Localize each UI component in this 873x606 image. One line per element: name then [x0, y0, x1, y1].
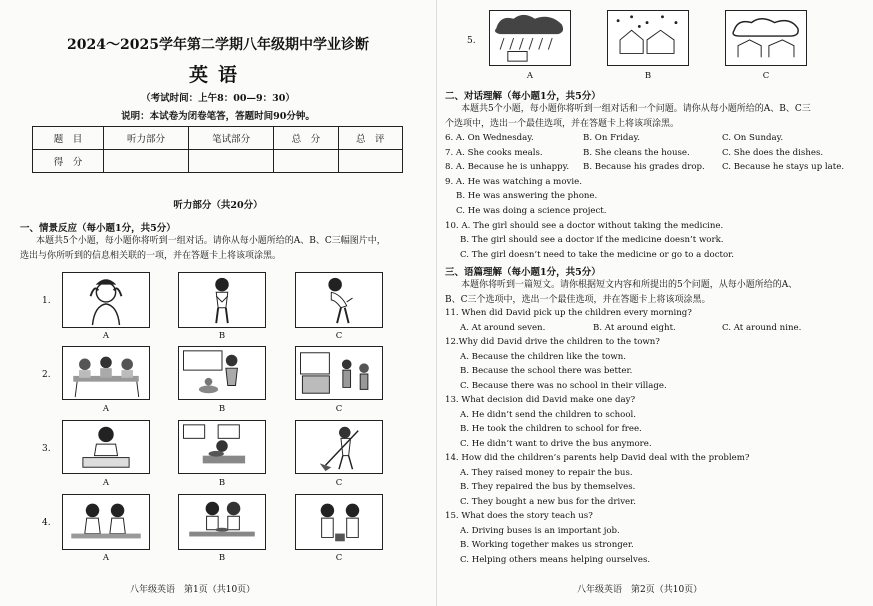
option-label-a: A	[526, 71, 534, 81]
exam-title: 2024～2025学年第二学期八年级期中学业诊断	[67, 37, 369, 53]
section2-heading: 二、对话理解（每小题1分，共5分）	[445, 91, 601, 102]
score-table	[32, 126, 403, 173]
score-table-header-row	[33, 127, 403, 150]
q13-option-a: A. He didn’t send the children to school.	[460, 410, 637, 420]
option-label-c: C	[335, 478, 343, 488]
q5-picture-c	[725, 10, 807, 66]
q8-option-c: C. Because he stays up late.	[722, 162, 845, 172]
kitchen-family-icon	[296, 347, 382, 399]
section2-instr-2: 个选项中，选出一个最佳选项，并在答题卡上将该项涂黑。	[445, 119, 680, 129]
family-dinner-icon	[63, 347, 149, 399]
girls-studying-icon	[63, 495, 149, 549]
q14-option-b: B. They repaired the bus by themselves.	[460, 482, 636, 492]
option-label-a: A	[102, 553, 110, 563]
section3-heading: 三、语篇理解（每小题1分，共5分）	[445, 267, 601, 278]
q11-option-a: A. At around seven.	[460, 323, 546, 333]
q13-stem: 13. What decision did David make one day?	[445, 395, 636, 405]
q5-picture-a	[489, 10, 571, 66]
q7-option-c: C. She does the dishes.	[722, 148, 824, 158]
q4-picture-a	[62, 494, 150, 550]
exam-time: （考试时间：上午8：00—9：30）	[141, 93, 295, 104]
option-label-a: A	[102, 404, 110, 414]
q6-option-c: C. On Sunday.	[722, 133, 784, 143]
score-cell[interactable]	[104, 150, 189, 173]
rain-icon	[490, 11, 570, 65]
q2-picture-b	[178, 346, 266, 400]
page-footer: 八年级英语 第2页（共10页）	[577, 585, 703, 595]
section3-instr-1: 本题你将听到一篇短文。请你根据短文内容和所提出的5个问题，从每小题所给的A、	[461, 280, 798, 290]
q4-picture-c	[295, 494, 383, 550]
cloudy-icon	[726, 11, 806, 65]
option-label-b: B	[644, 71, 652, 81]
section2-instr-1: 本题共5个小题，每小题你将听到一组对话和一个问题。请你从每小题所给的A、B、C三	[461, 104, 811, 114]
page-1	[0, 0, 436, 606]
score-header: 总 评	[338, 127, 402, 150]
headache-boy-icon	[63, 273, 149, 327]
q1-picture-a	[62, 272, 150, 328]
subject-title: 英语	[188, 64, 247, 86]
q9-option-c: C. He was doing a science project.	[456, 206, 607, 216]
q2-picture-c	[295, 346, 383, 400]
q10-option-c: C. The girl doesn’t need to take the medicine or go to a doctor.	[460, 250, 735, 260]
feeding-cat-icon	[179, 347, 265, 399]
q12-option-c: C. Because there was no school in their village.	[460, 381, 667, 391]
section3-instr-2: B、C三个选项中，选出一个最佳选项，并在答题卡上将该项涂黑。	[445, 295, 711, 305]
score-row-label: 得 分	[33, 150, 104, 173]
q14-stem: 14. How did the children’s parents help David deal with the problem?	[445, 453, 750, 463]
option-label-b: B	[218, 404, 226, 414]
option-label-c: C	[335, 404, 343, 414]
girls-eating-icon	[179, 495, 265, 549]
exam-note: 说明：本试卷为闭卷笔答，答题时间90分钟。	[121, 111, 315, 122]
score-table-value-row	[33, 150, 403, 173]
q12-option-b: B. Because the school there was better.	[460, 366, 633, 376]
section1-heading: 一、情景反应（每小题1分，共5分）	[20, 223, 176, 234]
stomachache-boy-icon	[179, 273, 265, 327]
q11-option-c: C. At around nine.	[722, 323, 802, 333]
girls-phone-icon	[296, 495, 382, 549]
score-header: 总 分	[274, 127, 338, 150]
q3-picture-b	[178, 420, 266, 474]
q14-option-c: C. They bought a new bus for the driver.	[460, 497, 637, 507]
q1-picture-b	[178, 272, 266, 328]
q9-option-b: B. He was answering the phone.	[456, 191, 598, 201]
q4-picture-b	[178, 494, 266, 550]
q15-option-a: A. Driving buses is an important job.	[460, 526, 620, 536]
score-cell[interactable]	[338, 150, 402, 173]
q15-stem: 15. What does the story teach us?	[445, 511, 593, 521]
q2-picture-a	[62, 346, 150, 400]
backache-boy-icon	[296, 273, 382, 327]
q1-picture-c	[295, 272, 383, 328]
q5-picture-b	[607, 10, 689, 66]
q3-picture-c	[295, 420, 383, 474]
q8-option-a: 8. A. Because he is unhappy.	[445, 162, 570, 172]
section1-instr-1: 本题共5个小题，每小题你将听到一组对话。请你从每小题所给的A、B、C三幅图片中，	[36, 236, 386, 246]
q10-option-b: B. The girl should see a doctor if the medicine doesn’t work.	[460, 235, 724, 245]
cooking-icon	[179, 421, 265, 473]
option-label-b: B	[218, 478, 226, 488]
option-label-a: A	[102, 331, 110, 341]
q11-stem: 11. When did David pick up the children every morning?	[445, 308, 692, 318]
q12-stem: 12.Why did David drive the children to the town?	[445, 337, 660, 347]
question-number: 2.	[42, 370, 51, 380]
q15-option-c: C. Helping others means helping ourselves.	[460, 555, 651, 565]
score-header: 听力部分	[104, 127, 189, 150]
q14-option-a: A. They raised money to repair the bus.	[460, 468, 633, 478]
q15-option-b: B. Working together makes us stronger.	[460, 540, 634, 550]
folding-clothes-icon	[63, 421, 149, 473]
q12-option-a: A. Because the children like the town.	[460, 352, 626, 362]
option-label-c: C	[762, 71, 770, 81]
option-label-a: A	[102, 478, 110, 488]
q13-option-c: C. He didn’t want to drive the bus anymore.	[460, 439, 652, 449]
question-number: 4.	[42, 518, 51, 528]
section1-instr-2: 选出与你所听到的信息相关联的一项，并在答题卡上将该项涂黑。	[20, 251, 282, 261]
q11-option-b: B. At around eight.	[593, 323, 676, 333]
q6-option-a: 6. A. On Wednesday.	[445, 133, 534, 143]
snow-icon	[608, 11, 688, 65]
q9-option-a: 9. A. He was watching a movie.	[445, 177, 582, 187]
option-label-b: B	[218, 553, 226, 563]
score-cell[interactable]	[189, 150, 274, 173]
q7-option-b: B. She cleans the house.	[583, 148, 690, 158]
q13-option-b: B. He took the children to school for free.	[460, 424, 642, 434]
q7-option-a: 7. A. She cooks meals.	[445, 148, 543, 158]
score-header: 笔试部分	[189, 127, 274, 150]
score-header: 题 目	[33, 127, 104, 150]
question-number: 5.	[467, 36, 476, 46]
listening-title: 听力部分（共20分）	[173, 200, 263, 211]
option-label-c: C	[335, 553, 343, 563]
page-2	[437, 0, 873, 606]
option-label-b: B	[218, 331, 226, 341]
score-cell[interactable]	[274, 150, 338, 173]
q6-option-b: B. On Friday.	[583, 133, 640, 143]
q3-picture-a	[62, 420, 150, 474]
question-number: 3.	[42, 444, 51, 454]
sweeping-floor-icon	[296, 421, 382, 473]
q10-option-a: 10. A. The girl should see a doctor without taking the medicine.	[445, 221, 724, 231]
q8-option-b: B. Because his grades drop.	[583, 162, 705, 172]
page-footer: 八年级英语 第1页（共10页）	[130, 585, 256, 595]
question-number: 1.	[42, 296, 51, 306]
option-label-c: C	[335, 331, 343, 341]
